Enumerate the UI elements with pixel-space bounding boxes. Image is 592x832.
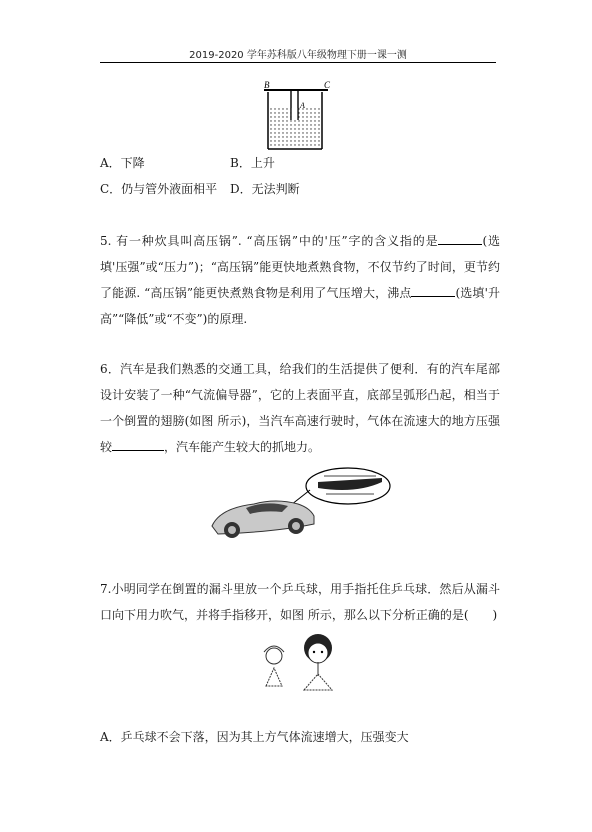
q6-text-1: 6．汽车是我们熟悉的交通工具，给我们的生活提供了便利．有的汽车尾部设计安装了一种“气流偏导器”，它的上表面平直，底部呈弧形凸起，相当于一个倒置的翅膀(如图 所示)，当汽车高速行驶时，气体在流速大的地方压强较 bbox=[100, 362, 500, 454]
q4-option-b: B．上升 bbox=[230, 156, 275, 170]
q6-blank-1 bbox=[112, 438, 164, 451]
question-7 bbox=[100, 576, 500, 628]
q7-stem: 7.小明同学在倒置的漏斗里放一个乒乓球，用手指托住乒乓球．然后从漏斗口向下用力吹气，并将手指移开，如图 所示，那么以下分析正确的是( ) bbox=[100, 582, 500, 622]
label-b: B bbox=[264, 80, 270, 90]
q5-text-3: (选填'升高”“降低”或“不变”)的原理. bbox=[100, 286, 500, 326]
q7-option-a: A．乒乓球不会下落，因为其上方气体流速增大，压强变大 bbox=[100, 730, 409, 744]
funnel-figure bbox=[254, 628, 364, 700]
q4-option-c: C．仍与管外液面相平 bbox=[100, 182, 218, 196]
q5-text-2: (选填'压强”或“压力”)；“高压锅”能更快地煮熟食物，不仅节约了时间，更节约了能源. “高压锅”能更快煮熟食物是利用了气压增大，沸点 bbox=[100, 234, 500, 300]
q5-text-1: 5. 有一种炊具叫高压锅”. “高压锅”中的'压”字的含义指的是 bbox=[100, 234, 439, 248]
car-spoiler-figure bbox=[206, 464, 396, 544]
page-header: 2019-2020 学年苏科版八年级物理下册一课一测 bbox=[189, 50, 407, 61]
q4-option-d: D．无法判断 bbox=[230, 182, 300, 196]
label-c: C bbox=[324, 80, 331, 90]
question-5 bbox=[100, 228, 500, 332]
q6-text-2: ，汽车能产生较大的抓地力。 bbox=[164, 440, 321, 454]
tube-container-figure bbox=[258, 80, 338, 154]
question-6 bbox=[100, 356, 500, 460]
q5-blank-2 bbox=[411, 284, 455, 297]
header-rule bbox=[100, 62, 496, 63]
q4-option-a: A．下降 bbox=[100, 156, 145, 170]
label-a: A bbox=[300, 101, 305, 110]
q5-blank-1 bbox=[438, 232, 482, 245]
